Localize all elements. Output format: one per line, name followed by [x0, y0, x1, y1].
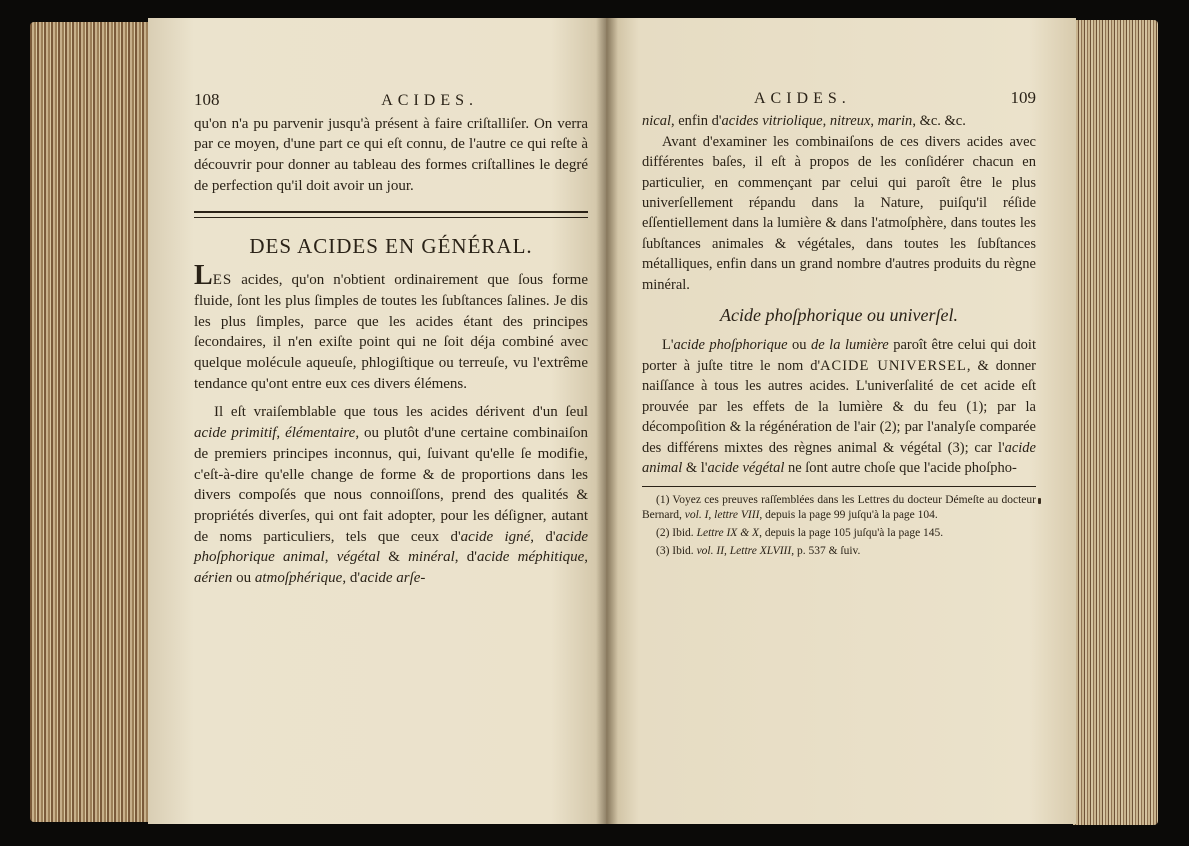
left-page [148, 18, 606, 824]
paragraph-0: nical, enfin d'acides vitriolique, nitreux, marin, &c. &c. [642, 113, 966, 130]
right-page-text [642, 88, 1036, 562]
footnote-2: (2) Ibid. Lettre IX & X, depuis la page 105 juſqu'à la page 145. [656, 527, 944, 540]
left-page-edges [30, 22, 160, 822]
page-number: 108 [194, 90, 220, 109]
open-book [30, 14, 1158, 832]
footnote-divider [642, 486, 1036, 487]
book-gutter [596, 18, 618, 824]
left-page-text [194, 90, 588, 589]
right-page-edges [1073, 20, 1158, 825]
paragraph-2: L'acide phoſphorique ou de la lumière paroît être celui qui doit porter à juſte titre le nom d'ACIDE UNIVERSEL, & donner naiſſance à tous les autres acides. L'univerſalité de cet acide eſt prouvée par les effets de la lumière & du feu (1); par la décompoſition & la régénération de l'air (2); par l'analyſe comparée des différens mixtes des règnes animal & végétal (3); car l'acide animal & l'acide végétal ne ſont autre choſe que l'acide phoſpho- [642, 337, 1037, 476]
right-page [606, 18, 1076, 824]
chapter-title: DES ACIDES EN GÉNÉRAL. [249, 233, 533, 258]
footnote-1: (1) Voyez ces preuves raſſemblées dans les Lettres du docteur Démeſte au docteur Bernard, vol. I, lettre VIII, depuis la page 99 juſqu'à la page 104. [642, 494, 1036, 522]
left-page-header [194, 90, 588, 112]
right-page-header [642, 88, 1036, 109]
ink-speck [1038, 498, 1041, 504]
footnote-3: (3) Ibid. vol. II, Lettre XLVIII, p. 537 & ſuiv. [656, 545, 861, 558]
running-head: ACIDES. [754, 90, 851, 107]
paragraph-1: Avant d'examiner les combinaiſons de ces divers acides avec différentes baſes, il eſt à propos de les conſidérer chacun en particulier, en commençant par celui qui paroît être le plus univerſellement répandu dans la Nature, puiſqu'il réſide eſſentiellement dans la lumière & dans l'atmoſphère, dans toutes les ſubſtances animales & végétales, dans toutes les ſubſtances métalliques, enfin dans un grand nombre d'autres produits du règne minéral. [642, 133, 1036, 293]
paragraph-2: Il eſt vraiſemblable que tous les acides dérivent d'un ſeul acide primitif, élémentaire, ou plutôt d'une certaine combinaiſon de premiers principes inconnus, qui, ſuivant qu'elle ſe modifie, c'eſt-à-dire qu'elle change de forme & de proportions dans les divers compoſés que nous connoiſſons, prend des qualités & propriétés diverſes, qui ont fait adopter, pour les déſigner, autant de noms particuliers, tels que ceux d'acide igné, d'acide phoſphorique animal, végétal & minéral, d'acide méphitique, aérien ou atmoſphérique, d'acide arſe- [194, 404, 589, 587]
section-divider [194, 211, 588, 218]
section-title: Acide phoſphorique ou univerſel. [720, 305, 958, 326]
paragraph-1: LES acides, qu'on n'obtient ordinairement que ſous forme fluide, ſont les plus ſimples de toutes les ſubſtances ſalines. Je dis les plus ſimples, parce que les acides étant des principes ſecondaires, il n'en exiſte point qui ne ſoit déja combiné avec quelque molécule aqueuſe, phlogiſtique ou terreuſe, vu l'extrême tendance qu'ont entre eux ces divers élémens. [194, 260, 588, 392]
page-number: 109 [1010, 88, 1036, 107]
running-head: ACIDES. [381, 92, 478, 109]
drop-cap: L [194, 260, 213, 292]
intro-paragraph: qu'on n'a pu parvenir jusqu'à présent à faire criſtalliſer. On verra par ce moyen, d'une part ce qui eſt connu, de l'autre ce qui reſte à découvrir pour donner au tableau des formes criſtallines le degré de perfection qu'il doit avoir un jour. [194, 115, 588, 194]
